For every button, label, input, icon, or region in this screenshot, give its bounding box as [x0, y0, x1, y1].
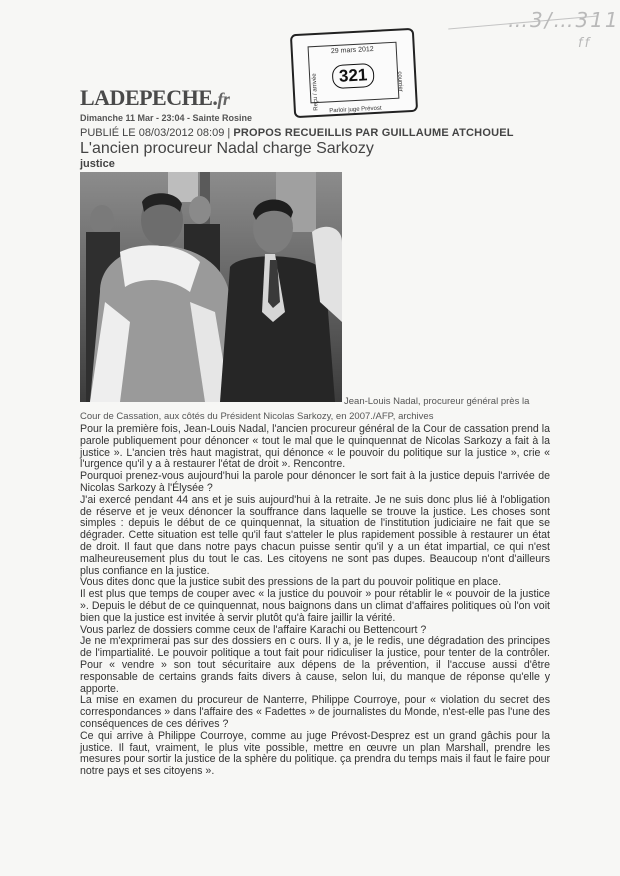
answer-2: Il est plus que temps de couper avec « la justice du pouvoir » pour rétablir le « pouvoir de la justice ». Depuis le début de ce quinquennat, nous baignons dans un climat d'affaires politiques où l'on voit bien que la justice est invitée à servir plutôt qu'à faire jaillir la vérité. [80, 588, 550, 624]
answer-4: Ce qui arrive à Philippe Courroye, comme au juge Prévost-Desprez est un grand gâchis pour la justice. Il faut, vraiment, le plus vite possible, mettre en œuvre un plan Marshall, prendre les mesures pour sortir la justice de la sphère du politique. ça prendra du temps mais il faut le faire pour notre pays et ses citoyens ». [80, 729, 550, 778]
photo-caption-line1: Jean-Louis Nadal, procureur général près la [344, 396, 530, 407]
question-2: Vous dites donc que la justice subit des pressions de la part du pouvoir politique en place. [80, 576, 502, 589]
byline: PROPOS RECUEILLIS PAR GUILLAUME ATCHOUEL [233, 127, 514, 139]
logo-dot: . [212, 85, 218, 110]
article-headline: L'ancien procureur Nadal charge Sarkozy [80, 140, 374, 157]
annotation-sub: ff [578, 36, 592, 51]
dateline: Dimanche 11 Mar - 23:04 - Sainte Rosine [80, 113, 253, 123]
photo-caption-line2: Cour de Cassation, aux côtés du Président Nicolas Sarkozy, en 2007./AFP, archives [80, 411, 434, 422]
question-3: Vous parlez de dossiers comme ceux de l'affaire Karachi ou Bettencourt ? [80, 623, 427, 636]
logo-main: LADEPECHE [80, 85, 213, 110]
reception-stamp [290, 28, 418, 118]
published-line [80, 127, 514, 139]
section-label: justice [80, 158, 115, 170]
question-4: La mise en examen du procureur de Nanterre, Philippe Courroye, pour « violation du secret des correspondances » dans l'affaire des « Fadettes » de journalistes du Monde, n'est-elle pas l'une des conséquences de ces dérives ? [80, 694, 550, 730]
stamp-frame [308, 42, 403, 115]
handwritten-annotation [448, 6, 620, 56]
site-logo [80, 86, 229, 110]
paragraph-intro: Pour la première fois, Jean-Louis Nadal, l'ancien procureur général de la Cour de cassation prend la parole publiquement pour dénoncer « tout le mal que le quinquennat de Nicolas Sarkozy a fait à la justice ». L'ancien très haut magistrat, qui dénonce « le pouvoir du politique sur la justice », crie « l'urgence qu'il y a à restaurer l'état de droit ». Rencontre. [80, 423, 550, 471]
photo-illustration [80, 172, 342, 402]
question-1: Pourquoi prenez-vous aujourd'hui la parole pour dénoncer le sort fait à la justice depuis l'arrivée de Nicolas Sarkozy à l'Élysée ? [80, 470, 550, 494]
stamp-bottom-text: Parloir juge Prévost [329, 105, 382, 115]
stamp-date: 29 mars 2012 [330, 45, 374, 56]
answer-1: J'ai exercé pendant 44 ans et je suis aujourd'hui à la retraite. Je ne suis donc plus lié à l'obligation de réserve et je veux dénoncer la souffrance dans laquelle se trouve la justice. Les choses sont simples : depuis le début de ce quinquennat, la situation de l'institution judiciaire ne fait que se dégrader. Cette situation est telle qu'il faut s'atteler le plus rapidement possible à restaurer un état de droit. Il faut que dans notre pays chacun puisse sentir qu'il y a un état impartial, ce qui n'est malheureusement plus du tout le cas. Les citoyens ne sont pas dupes. Beaucoup n'ont d'ailleurs plus confiance en la justice. [80, 493, 550, 577]
annotation-code: …3/…311 [508, 8, 620, 32]
answer-3: Je ne m'exprimerai pas sur des dossiers en c ours. Il y a, je le redis, une dégradation des principes de l'impartialité. Le pouvoir politique a tout fait pour ridiculiser la justice, pour tenter de la contrôler. Pour « vendre » son tout sécuritaire aux dépens de la prévention, il l'accuse aussi d'être responsable de certains grands faits divers à cause, selon lui, du manque de réponse qu'elle y apporte. [80, 635, 550, 695]
stamp-right-text: courrier [395, 71, 403, 92]
logo-tld: fr [217, 89, 230, 109]
article-body [80, 424, 550, 778]
article-photo [80, 172, 342, 402]
stamp-number: 321 [332, 63, 375, 89]
published-date: PUBLIÉ LE 08/03/2012 08:09 | [80, 127, 234, 139]
stamp-left-text: Reçu / arrivée [311, 73, 320, 111]
